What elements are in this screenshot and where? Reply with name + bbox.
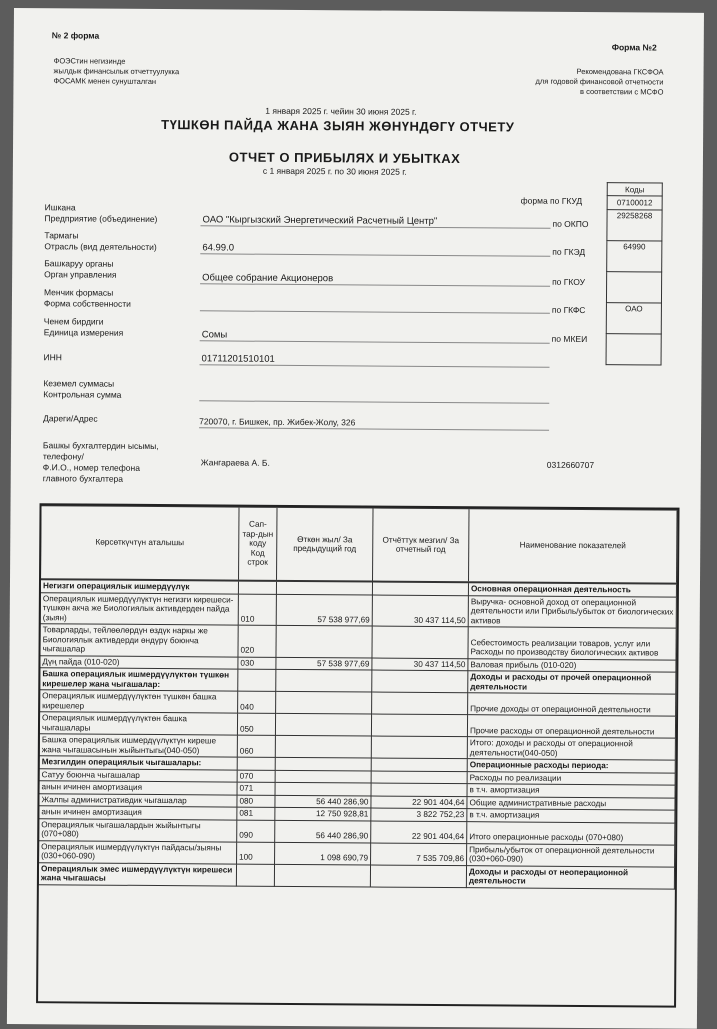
accountant-line-4: главного бухгалтера bbox=[42, 473, 124, 484]
row-curr-value bbox=[372, 582, 468, 596]
header-code: Сап-тар-дын коду Код строк bbox=[239, 507, 278, 581]
code-gkud: 07100012 bbox=[607, 196, 662, 210]
authority-ru: Орган управления bbox=[44, 269, 117, 280]
accountant-phone: 0312660707 bbox=[546, 459, 595, 471]
accountant-line-2: телефону/ bbox=[42, 451, 84, 462]
row-curr-value bbox=[372, 692, 468, 715]
code-okpo: 29258268 bbox=[607, 210, 662, 241]
control-ky: Кеземел суммасы bbox=[43, 378, 115, 389]
header-name-ru: Наименование показателей bbox=[469, 508, 678, 583]
right-note-1: Рекомендована ГКСФОА bbox=[576, 66, 664, 77]
code-mkei bbox=[606, 334, 661, 365]
code-gkfs: ОАО bbox=[606, 303, 661, 334]
row-code: 060 bbox=[237, 735, 275, 757]
row-name-ky: Операциялык эмес ишмердүүлүктүн кирешеси жана чыгашасы bbox=[38, 862, 236, 885]
row-curr-value bbox=[371, 771, 467, 784]
row-curr-value bbox=[371, 714, 467, 737]
inn-label: ИНН bbox=[43, 352, 62, 363]
row-name-ru: Доходы и расходы от неоперационной деятельности bbox=[466, 865, 674, 888]
table-header-row bbox=[41, 505, 678, 583]
codes-header: Коды bbox=[607, 183, 662, 196]
row-name-ky: Башка операциялык ишмердүүлүктүн киреше жана чыгашасынын жыйынтыгы(040-050) bbox=[39, 734, 237, 757]
enterprise-underline bbox=[200, 225, 550, 228]
row-code: 020 bbox=[238, 625, 276, 657]
row-prev-value: 56 440 286,90 bbox=[275, 795, 371, 808]
row-curr-value: 7 535 709,86 bbox=[371, 843, 467, 866]
right-note-2: для годовой финансовой отчетности bbox=[535, 76, 664, 87]
row-code bbox=[238, 669, 276, 691]
row-name-ky: Мезгилдин операциялык чыгашалары: bbox=[39, 756, 237, 770]
table-row bbox=[38, 862, 674, 888]
row-name-ky: Дүң пайда (010-020) bbox=[40, 655, 238, 669]
row-prev-value: 12 750 928,81 bbox=[275, 807, 371, 820]
accountant-line-3: Ф.И.О., номер телефона bbox=[42, 462, 140, 473]
row-curr-value bbox=[372, 626, 468, 658]
row-code: 081 bbox=[237, 807, 275, 820]
row-code: 080 bbox=[237, 795, 275, 808]
row-prev-value: 56 440 286,90 bbox=[275, 820, 371, 843]
ownership-ru: Форма собственности bbox=[43, 298, 131, 309]
codes-table bbox=[606, 182, 663, 365]
period-ru: с 1 января 2025 г. по 30 июня 2025 г. bbox=[262, 165, 407, 177]
row-curr-value: 30 437 114,50 bbox=[372, 658, 468, 671]
row-name-ru: Прибыль/убыток от операционной деятельности (030+060-090) bbox=[467, 843, 675, 866]
branch-ky: Тармагы bbox=[44, 230, 79, 241]
profit-loss-table bbox=[38, 504, 678, 889]
row-curr-value bbox=[371, 783, 467, 796]
row-code bbox=[238, 581, 276, 594]
row-name-ru: Выручка- основной доход от операционной деятельности или Прибыль/убыток от биологических активов bbox=[468, 595, 676, 628]
okpo-label: по ОКПО bbox=[552, 218, 589, 230]
form-number-left: № 2 форма bbox=[51, 30, 100, 41]
left-note-1: ФОЭСтин негизинде bbox=[53, 56, 126, 66]
row-prev-value bbox=[275, 770, 371, 783]
left-note-2: жылдык финансылык отчеттуулукка bbox=[53, 66, 180, 77]
row-code: 100 bbox=[237, 842, 275, 864]
header-prev-year: Өткөн жыл/ За предыдущий год bbox=[277, 507, 374, 582]
row-prev-value: 57 538 977,69 bbox=[276, 657, 372, 670]
row-name-ru: Себестоимость реализации товаров, услуг или Расходы по производству биологических активов bbox=[468, 627, 676, 660]
row-curr-value: 3 822 752,23 bbox=[371, 808, 467, 821]
enterprise-value: ОАО "Кыргызский Энергетический Расчетный Центр" bbox=[202, 214, 438, 227]
row-code: 010 bbox=[238, 594, 276, 626]
row-curr-value: 30 437 114,50 bbox=[372, 595, 468, 627]
inn-underline bbox=[200, 364, 550, 367]
row-code: 090 bbox=[237, 820, 275, 842]
branch-value: 64.99.0 bbox=[202, 242, 235, 254]
row-code: 070 bbox=[237, 770, 275, 783]
row-name-ky: Операциялык ишмердүүлүктөн башка чыгашалары bbox=[39, 712, 237, 735]
row-curr-value bbox=[371, 736, 467, 759]
header-name-ky: Көрсөткүчтүн аталышы bbox=[41, 505, 240, 580]
unit-ky: Ченем бирдиги bbox=[43, 316, 104, 327]
row-prev-value bbox=[275, 757, 371, 770]
row-code: 040 bbox=[238, 691, 276, 713]
row-name-ru: Расходы по реализации bbox=[467, 771, 675, 785]
row-name-ky: Операциялык чыгашалардын жыйынтыгы (070+080) bbox=[39, 818, 237, 841]
address-underline bbox=[199, 427, 549, 430]
row-curr-value bbox=[370, 865, 466, 888]
period-ky: 1 января 2025 г. чейин 30 июня 2025 г. bbox=[265, 105, 417, 117]
enterprise-ky: Ишкана bbox=[44, 202, 76, 213]
row-name-ru: Валовая прибыль (010-020) bbox=[468, 658, 676, 672]
table-row bbox=[40, 592, 676, 628]
accountant-line-1: Башкы бухгалтердин ысымы, bbox=[42, 440, 159, 452]
row-name-ky: Негизги операциялык ишмердүүлүк bbox=[40, 579, 238, 593]
row-prev-value bbox=[276, 625, 372, 657]
row-prev-value bbox=[275, 735, 371, 758]
row-name-ky: Товарларды, тейлөөлөрдүн өздүк наркы же Биологиялык активдерди өндүрү боюнча чыгашалар bbox=[40, 624, 238, 657]
address-value: 720070, г. Бишкек, пр. Жибек-Жолу, 326 bbox=[199, 416, 356, 428]
authority-value: Общее собрание Акционеров bbox=[202, 272, 334, 285]
row-prev-value: 57 538 977,69 bbox=[276, 594, 372, 626]
header-current-period: Отчёттук мезгил/ За отчетный год bbox=[373, 508, 470, 583]
authority-ky: Башкаруу органы bbox=[44, 258, 114, 269]
authority-underline bbox=[200, 283, 550, 286]
row-curr-value bbox=[371, 758, 467, 771]
row-name-ky: Операциялык ишмердүүлүктүн пайдасы/зыяны (030+060-090) bbox=[39, 840, 237, 863]
gkou-label: по ГКОУ bbox=[552, 276, 586, 287]
row-curr-value: 22 901 404,64 bbox=[371, 796, 467, 809]
row-name-ky: Операциялык ишмердүүлүктүн негизги кирешеси- түшкөн акча же Биологиялык активдерден пайда (зыян) bbox=[40, 592, 238, 625]
row-prev-value bbox=[276, 691, 372, 714]
enterprise-ru: Предприятие (объединение) bbox=[44, 213, 158, 225]
row-name-ru: Итого: доходы и расходы от операционной деятельности(040-050) bbox=[467, 737, 675, 760]
row-name-ky: Жалпы административдик чыгашалар bbox=[39, 793, 237, 807]
row-name-ky: Сатуу боюнча чыгашалар bbox=[39, 768, 237, 782]
row-code bbox=[236, 864, 274, 886]
inn-value: 01711201510101 bbox=[201, 353, 275, 365]
row-curr-value: 22 901 404,64 bbox=[371, 821, 467, 844]
row-prev-value: 1 098 690,79 bbox=[275, 842, 371, 865]
address-label: Дареги/Адрес bbox=[43, 413, 98, 424]
row-name-ky: анын ичинен амортизация bbox=[39, 806, 237, 820]
row-name-ru: Операционные расходы периода: bbox=[467, 759, 675, 773]
ownership-ky: Менчик формасы bbox=[43, 287, 114, 298]
accountant-name: Жангараева А. Б. bbox=[200, 457, 270, 468]
form-number-right: Форма №2 bbox=[611, 42, 657, 53]
row-prev-value bbox=[275, 782, 371, 795]
row-name-ky: Башка операциялык ишмердүүлүктөн түшкөн кирешелер жана чыгашалар: bbox=[40, 668, 238, 691]
title-ky: ТҮШКӨН ПАЙДА ЖАНА ЗЫЯН ЖӨНҮНДӨГҮ ОТЧЕТУ bbox=[161, 117, 515, 135]
row-name-ru: Прочие расходы от операционной деятельности bbox=[467, 715, 675, 738]
code-gked: 64990 bbox=[607, 241, 662, 272]
row-name-ru: в т.ч. амортизация bbox=[467, 809, 675, 823]
gked-label: по ГКЭД bbox=[552, 246, 586, 257]
row-name-ky: анын ичинен амортизация bbox=[39, 781, 237, 795]
row-code: 030 bbox=[238, 657, 276, 670]
row-prev-value bbox=[276, 581, 372, 595]
code-gkou bbox=[606, 272, 661, 303]
right-note-3: в соответствии с МСФО bbox=[580, 86, 664, 97]
branch-underline bbox=[200, 253, 550, 256]
ownership-underline bbox=[200, 310, 550, 313]
row-prev-value bbox=[275, 713, 371, 736]
unit-value: Сомы bbox=[201, 329, 228, 341]
control-ru: Контрольная сумма bbox=[43, 389, 122, 400]
form-gkud-label: форма по ГКУД bbox=[520, 195, 583, 206]
row-curr-value bbox=[372, 670, 468, 693]
left-note-3: ФОСАМК менен сунушталган bbox=[53, 76, 157, 86]
report-sheet bbox=[7, 8, 704, 1029]
row-name-ru: Основная операционная деятельность bbox=[468, 582, 676, 596]
control-underline bbox=[199, 400, 549, 403]
row-name-ru: Прочие доходы от операционной деятельности bbox=[468, 693, 676, 716]
row-name-ky: Операциялык ишмердүүлүктөн түшкөн башка кирешелер bbox=[40, 690, 238, 713]
table-row bbox=[40, 624, 676, 660]
unit-underline bbox=[200, 340, 550, 343]
row-name-ru: Итого операционные расходы (070+080) bbox=[467, 821, 675, 844]
row-code bbox=[237, 757, 275, 770]
row-code: 071 bbox=[237, 782, 275, 795]
mkei-label: по МКЕИ bbox=[551, 333, 588, 345]
unit-ru: Единица измерения bbox=[43, 327, 124, 338]
row-name-ru: Доходы и расходы от прочей операционной деятельности bbox=[468, 671, 676, 694]
row-name-ru: в т.ч. амортизация bbox=[467, 784, 675, 798]
gkfs-label: по ГКФС bbox=[551, 304, 586, 315]
row-prev-value bbox=[276, 669, 372, 692]
row-prev-value bbox=[274, 864, 370, 887]
title-ru: ОТЧЕТ О ПРИБЫЛЯХ И УБЫТКАХ bbox=[228, 149, 461, 167]
row-code: 050 bbox=[237, 713, 275, 735]
row-name-ru: Общие административные расходы bbox=[467, 796, 675, 810]
branch-ru: Отрасль (вид деятельности) bbox=[44, 241, 157, 253]
